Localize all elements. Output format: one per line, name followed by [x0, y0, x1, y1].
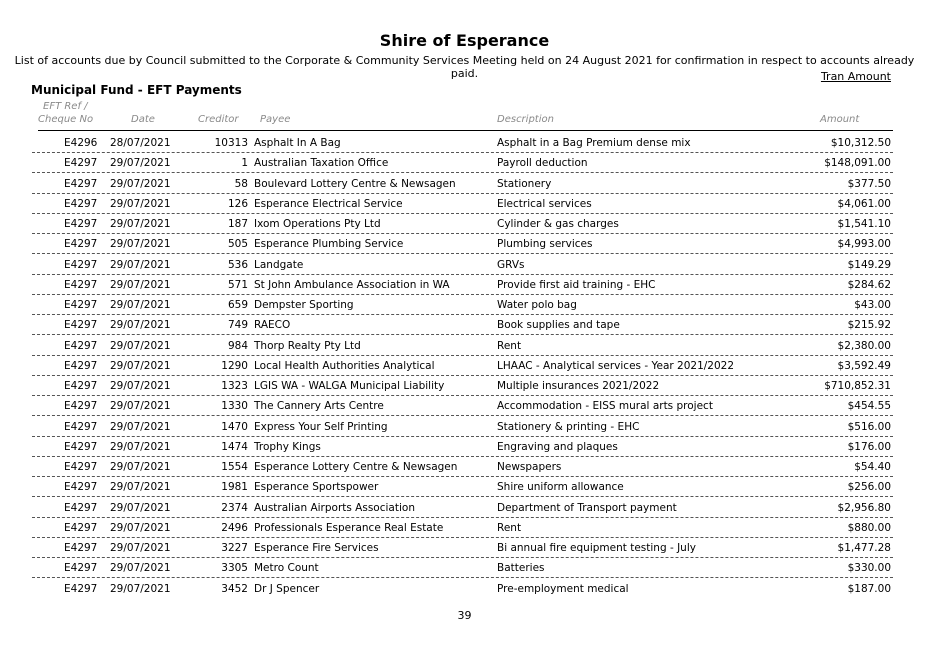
cell-amount: $149.29 — [847, 258, 891, 271]
cell-description: Rent — [497, 521, 522, 534]
cell-date: 29/07/2021 — [110, 521, 171, 534]
cell-creditor: 1981 — [221, 481, 248, 494]
cell-date: 29/07/2021 — [110, 218, 171, 230]
page-number: 39 — [457, 609, 472, 622]
table-row — [0, 254, 929, 274]
cell-creditor: 536 — [227, 258, 248, 271]
cell-ref: E4297 — [64, 319, 98, 332]
cell-payee: Trophy Kings — [254, 440, 321, 453]
table-row — [0, 578, 929, 598]
table-row — [0, 173, 929, 193]
cell-description: Payroll deduction — [497, 157, 588, 170]
cell-amount: $148,091.00 — [824, 157, 891, 170]
cell-payee: Esperance Plumbing Service — [254, 238, 404, 251]
cell-date: 28/07/2021 — [110, 137, 171, 149]
cell-date: 29/07/2021 — [110, 197, 171, 210]
cell-date: 29/07/2021 — [110, 481, 171, 494]
cell-ref: E4297 — [64, 218, 98, 230]
cell-amount: $215.92 — [847, 319, 891, 332]
cell-date: 29/07/2021 — [110, 258, 171, 271]
cell-creditor: 659 — [227, 299, 248, 311]
cell-ref: E4297 — [64, 339, 98, 352]
cell-amount: $4,993.00 — [837, 238, 891, 251]
cell-date: 29/07/2021 — [110, 177, 171, 190]
cell-date: 29/07/2021 — [110, 582, 171, 595]
cell-creditor: 3227 — [221, 542, 248, 554]
cell-ref: E4297 — [64, 238, 98, 251]
cell-payee: Professionals Esperance Real Estate — [254, 521, 444, 534]
table-row — [0, 456, 929, 476]
column-header-description: Description — [497, 114, 554, 125]
cell-description: Accommodation - EISS mural arts project — [497, 400, 713, 413]
cell-description: Bi annual fire equipment testing - July — [497, 542, 696, 554]
cell-date: 29/07/2021 — [110, 278, 171, 291]
cell-amount: $176.00 — [847, 440, 891, 453]
cell-description: Stationery — [497, 177, 552, 190]
table-row — [0, 517, 929, 537]
table-row — [0, 497, 929, 517]
cell-ref: E4297 — [64, 542, 98, 554]
table-row — [0, 375, 929, 395]
cell-date: 29/07/2021 — [110, 238, 171, 251]
cell-amount: $454.55 — [847, 400, 891, 413]
cell-date: 29/07/2021 — [110, 157, 171, 170]
table-row — [0, 132, 929, 152]
cell-description: Department of Transport payment — [497, 501, 677, 514]
cell-creditor: 1470 — [221, 420, 248, 433]
cell-payee: Boulevard Lottery Centre & Newsagen — [254, 177, 456, 190]
cell-creditor: 3452 — [221, 582, 248, 595]
cell-amount: $880.00 — [847, 521, 891, 534]
cell-amount: $4,061.00 — [837, 197, 891, 210]
column-header-amount: Amount — [820, 114, 860, 125]
cell-amount: $3,592.49 — [837, 359, 891, 372]
cell-amount: $330.00 — [847, 562, 891, 575]
cell-creditor: 187 — [227, 218, 248, 230]
cell-description: GRVs — [497, 258, 525, 271]
cell-ref: E4297 — [64, 481, 98, 494]
column-header-ref-line2: Cheque No — [38, 114, 94, 125]
cell-payee: Ixom Operations Pty Ltd — [254, 218, 381, 230]
cell-amount: $1,477.28 — [837, 542, 891, 554]
cell-description: Batteries — [497, 562, 545, 575]
table-row — [0, 537, 929, 557]
cell-date: 29/07/2021 — [110, 420, 171, 433]
cell-description: Pre-employment medical — [497, 582, 629, 595]
cell-ref: E4296 — [64, 137, 98, 149]
column-header-creditor: Creditor — [198, 114, 239, 125]
cell-amount: $10,312.50 — [830, 137, 891, 149]
tran-amount-label: Tran Amount — [820, 70, 891, 83]
column-header-payee: Payee — [260, 114, 291, 125]
cell-ref: E4297 — [64, 278, 98, 291]
document-subtitle: List of accounts due by Council submitted to the Corporate & Community Services Meeting held on 24 August 2021 for confirmation in respect to accounts already paid. — [14, 54, 915, 80]
cell-payee: Asphalt In A Bag — [254, 137, 341, 149]
table-row — [0, 233, 929, 253]
cell-description: Plumbing services — [497, 238, 593, 251]
table-row — [0, 274, 929, 294]
cell-description: Asphalt in a Bag Premium dense mix — [497, 137, 691, 149]
table-row — [0, 294, 929, 314]
cell-amount: $710,852.31 — [824, 380, 891, 392]
cell-creditor: 2374 — [221, 501, 248, 514]
cell-amount: $54.40 — [854, 461, 891, 473]
cell-payee: Express Your Self Printing — [254, 420, 388, 433]
cell-payee: LGIS WA - WALGA Municipal Liability — [254, 380, 445, 392]
cell-creditor: 2496 — [221, 521, 248, 534]
cell-payee: Australian Taxation Office — [254, 157, 389, 170]
cell-payee: St John Ambulance Association in WA — [254, 278, 450, 291]
cell-creditor: 58 — [234, 177, 248, 190]
cell-description: Stationery & printing - EHC — [497, 420, 640, 433]
cell-date: 29/07/2021 — [110, 562, 171, 575]
table-row — [0, 476, 929, 496]
header-rule — [38, 130, 893, 131]
cell-payee: RAECO — [254, 319, 291, 332]
cell-description: Water polo bag — [497, 299, 577, 311]
column-header-ref-line1: EFT Ref / — [43, 101, 88, 112]
cell-ref: E4297 — [64, 501, 98, 514]
cell-ref: E4297 — [64, 359, 98, 372]
cell-description: Engraving and plaques — [497, 440, 618, 453]
cell-creditor: 1330 — [221, 400, 248, 413]
cell-date: 29/07/2021 — [110, 542, 171, 554]
cell-payee: Esperance Fire Services — [254, 542, 379, 554]
cell-date: 29/07/2021 — [110, 440, 171, 453]
table-row — [0, 193, 929, 213]
cell-creditor: 571 — [227, 278, 248, 291]
cell-date: 29/07/2021 — [110, 299, 171, 311]
cell-payee: Esperance Lottery Centre & Newsagen — [254, 461, 458, 473]
table-row — [0, 213, 929, 233]
cell-description: Shire uniform allowance — [497, 481, 624, 494]
cell-amount: $1,541.10 — [837, 218, 891, 230]
cell-payee: Thorp Realty Pty Ltd — [254, 339, 361, 352]
cell-ref: E4297 — [64, 380, 98, 392]
cell-ref: E4297 — [64, 177, 98, 190]
cell-creditor: 749 — [227, 319, 248, 332]
cell-amount: $256.00 — [847, 481, 891, 494]
cell-creditor: 984 — [227, 339, 248, 352]
cell-amount: $377.50 — [847, 177, 891, 190]
cell-creditor: 126 — [227, 197, 248, 210]
table-row — [0, 395, 929, 415]
cell-creditor: 505 — [227, 238, 248, 251]
cell-description: Rent — [497, 339, 522, 352]
cell-ref: E4297 — [64, 258, 98, 271]
cell-ref: E4297 — [64, 400, 98, 413]
table-row — [0, 314, 929, 334]
cell-date: 29/07/2021 — [110, 501, 171, 514]
cell-amount: $516.00 — [847, 420, 891, 433]
cell-description: Cylinder & gas charges — [497, 218, 619, 230]
cell-amount: $2,380.00 — [837, 339, 891, 352]
cell-payee: Local Health Authorities Analytical — [254, 359, 435, 372]
cell-date: 29/07/2021 — [110, 359, 171, 372]
cell-ref: E4297 — [64, 197, 98, 210]
cell-amount: $187.00 — [847, 582, 891, 595]
cell-payee: Esperance Electrical Service — [254, 197, 403, 210]
cell-ref: E4297 — [64, 562, 98, 575]
table-row — [0, 416, 929, 436]
column-header-date: Date — [131, 114, 155, 125]
table-row — [0, 335, 929, 355]
cell-creditor: 10313 — [214, 137, 248, 149]
table-row — [0, 355, 929, 375]
cell-payee: Landgate — [254, 258, 304, 271]
cell-description: Multiple insurances 2021/2022 — [497, 380, 660, 392]
cell-payee: Australian Airports Association — [254, 501, 415, 514]
cell-description: Newspapers — [497, 461, 562, 473]
cell-creditor: 1323 — [221, 380, 248, 392]
cell-ref: E4297 — [64, 582, 98, 595]
cell-date: 29/07/2021 — [110, 319, 171, 332]
cell-description: LHAAC - Analytical services - Year 2021/2022 — [497, 359, 735, 372]
cell-creditor: 1474 — [221, 440, 248, 453]
cell-ref: E4297 — [64, 299, 98, 311]
cell-payee: Dempster Sporting — [254, 299, 354, 311]
cell-payee: Esperance Sportspower — [254, 481, 379, 494]
cell-payee: Dr J Spencer — [254, 582, 320, 595]
cell-date: 29/07/2021 — [110, 380, 171, 392]
cell-creditor: 1290 — [221, 359, 248, 372]
document-title: Shire of Esperance — [379, 31, 550, 50]
cell-amount: $284.62 — [847, 278, 891, 291]
cell-amount: $43.00 — [854, 299, 891, 311]
cell-ref: E4297 — [64, 521, 98, 534]
cell-creditor: 1 — [241, 157, 248, 170]
cell-ref: E4297 — [64, 440, 98, 453]
cell-creditor: 1554 — [221, 461, 248, 473]
cell-payee: The Cannery Arts Centre — [254, 400, 384, 413]
cell-creditor: 3305 — [221, 562, 248, 575]
cell-date: 29/07/2021 — [110, 461, 171, 473]
cell-date: 29/07/2021 — [110, 339, 171, 352]
cell-description: Provide first aid training - EHC — [497, 278, 656, 291]
section-title: Municipal Fund - EFT Payments — [31, 83, 242, 97]
table-row — [0, 436, 929, 456]
table-row — [0, 557, 929, 577]
cell-ref: E4297 — [64, 461, 98, 473]
cell-date: 29/07/2021 — [110, 400, 171, 413]
cell-ref: E4297 — [64, 420, 98, 433]
cell-ref: E4297 — [64, 157, 98, 170]
cell-description: Electrical services — [497, 197, 592, 210]
cell-amount: $2,956.80 — [837, 501, 891, 514]
cell-description: Book supplies and tape — [497, 319, 620, 332]
table-row — [0, 152, 929, 172]
cell-payee: Metro Count — [254, 562, 319, 575]
